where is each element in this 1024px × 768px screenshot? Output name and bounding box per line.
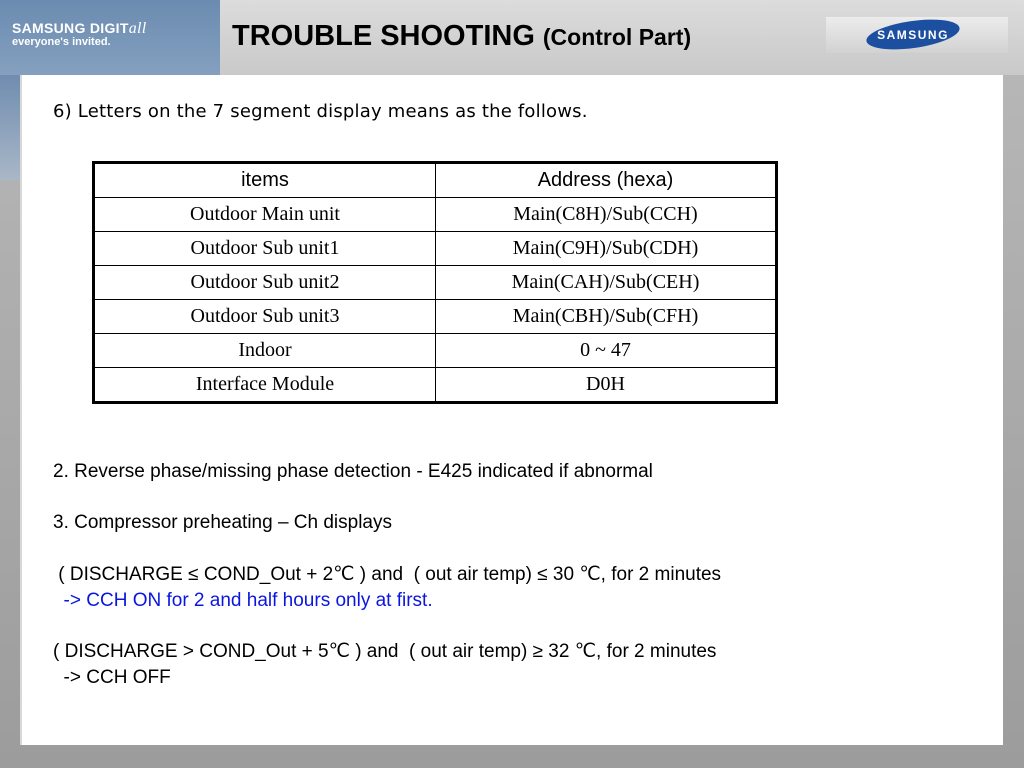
table-row <box>94 300 777 334</box>
cond-off-text: ( DISCHARGE > COND_Out + 5℃ ) and ( out air temp) ≥ 32 ℃, for 2 minutes <box>53 641 717 662</box>
cell-item: Outdoor Sub unit2 <box>94 266 436 300</box>
table-row <box>94 334 777 368</box>
cell-address: Main(CAH)/Sub(CEH) <box>436 266 777 300</box>
samsung-digitall-logo <box>12 20 212 60</box>
brand-line1: SAMSUNG DIGIT <box>12 20 129 36</box>
result-off-text: -> CCH OFF <box>53 667 171 688</box>
samsung-logo-text: SAMSUNG <box>877 27 949 42</box>
item3-text: 3. Compressor preheating – Ch displays <box>53 512 393 533</box>
cell-address: Main(C9H)/Sub(CDH) <box>436 232 777 266</box>
item2-text: 2. Reverse phase/missing phase detection - E425 indicated if abnormal <box>53 461 653 482</box>
cell-item: Outdoor Sub unit3 <box>94 300 436 334</box>
address-table <box>92 161 778 404</box>
cond-on-text: ( DISCHARGE ≤ COND_Out + 2℃ ) and ( out air temp) ≤ 30 ℃, for 2 minutes <box>53 564 722 585</box>
cell-address: 0 ~ 47 <box>436 334 777 368</box>
cell-item: Indoor <box>94 334 436 368</box>
cell-item: Interface Module <box>94 368 436 403</box>
table-row <box>94 368 777 403</box>
cell-item: Outdoor Sub unit1 <box>94 232 436 266</box>
intro-text: 6) Letters on the 7 segment display means as the follows. <box>53 101 588 122</box>
brand-line1-tail: all <box>128 20 147 37</box>
brand-line2: everyone's invited. <box>12 36 111 48</box>
cell-address: Main(C8H)/Sub(CCH) <box>436 198 777 232</box>
table-row <box>94 198 777 232</box>
cell-address: Main(CBH)/Sub(CFH) <box>436 300 777 334</box>
table-row <box>94 232 777 266</box>
title-main: TROUBLE SHOOTING <box>232 20 535 52</box>
result-on-text: -> CCH ON for 2 and half hours only at first. <box>53 590 433 611</box>
table-header-row <box>94 163 777 198</box>
page-title <box>232 20 691 53</box>
cell-item: Outdoor Main unit <box>94 198 436 232</box>
header-address: Address (hexa) <box>436 163 777 198</box>
cell-address: D0H <box>436 368 777 403</box>
title-sub: (Control Part) <box>542 24 692 50</box>
header-items: items <box>94 163 436 198</box>
table-row <box>94 266 777 300</box>
